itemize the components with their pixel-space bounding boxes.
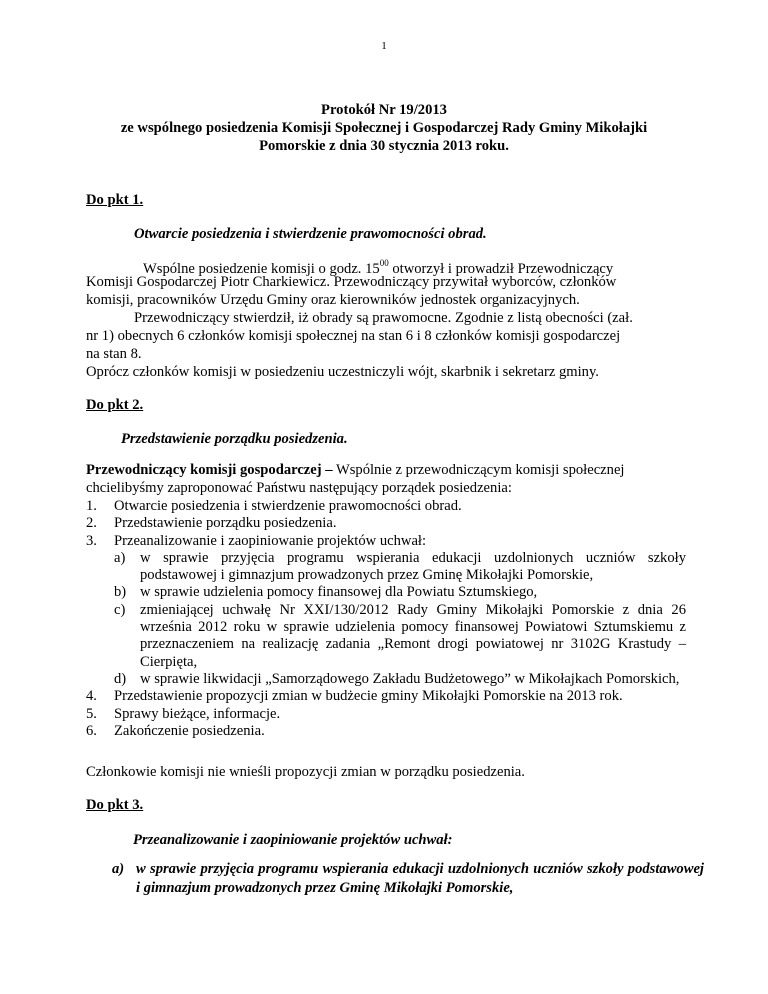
pkt1-paragraph-2-line-3: na stan 8. [86, 346, 142, 362]
agenda-item: 2. Przedstawienie porządku posiedzenia. [86, 515, 337, 532]
pkt1-paragraph-2-line-2: nr 1) obecnych 6 członków komisji społecznej na stan 6 i 8 członków komisji gospodarczej [86, 328, 621, 344]
pkt1-paragraph-2-line-1: Przewodniczący stwierdził, iż obrady są prawomocne. Zgodnie z listą obecności (zał. [134, 310, 633, 326]
pkt1-paragraph-1-line-3: komisji, pracowników Urzędu Gminy oraz kierowników jednostek organizacyjnych. [86, 292, 580, 308]
agenda-list [86, 498, 686, 740]
agenda-sub-item: b) w sprawie udzielenia pomocy finansowej dla Powiatu Sztumskiego, [114, 584, 538, 601]
page-number: 1 [381, 40, 387, 52]
agenda-sub-list [114, 550, 686, 688]
agenda-item: 3. Przeanalizowanie i zaopiniowanie projektów uchwał: a) w sprawie przyjęcia programu wspierania edukacji uzdolnionych uczniów szkoły podstawowej i gimnazjum prowadzonych przez Gminę Mikołajki Pomorskie, b) w sprawie udzielenia pomocy finansowej dla Powiatu Sztumskiego, c) zmieniającej uchwałę Nr XXI/130/2012 Rady Gminy Mikołajki Pomorskie z dnia 26 września 2012 roku w sprawie udzielenia pomocy finansowej Powiatowi Sztumskiemu z przeznaczeniem na realizację zadania „Remont drogi powiatowej nr 3102G Krastudy – Cierpięta, d) w sprawie likwidacji „Samorządowego Zakładu Budżetowego” w Mikołajkach Pomorskich, [86, 532, 686, 687]
agenda-item: 1. Otwarcie posiedzenia i stwierdzenie prawomocności obrad. [86, 498, 462, 514]
agenda-item: 6. Zakończenie posiedzenia. [86, 722, 265, 739]
section-heading-pkt1: Do pkt 1. [86, 192, 144, 208]
agenda-item: 4. Przedstawienie propozycji zmian w budżecie gminy Mikołajki Pomorskie na 2013 rok. [86, 688, 623, 705]
speaker-name: Przewodniczący komisji gospodarczej – [86, 462, 333, 478]
pkt1-paragraph-1-line-2: Komisji Gospodarczej Piotr Charkiewicz. Przewodniczący przywitał wyborców, członków [86, 274, 617, 290]
pkt1-paragraph-3: Oprócz członków komisji w posiedzeniu uczestniczyli wójt, skarbnik i sekretarz gminy. [86, 364, 599, 380]
agenda-sub-item: d) w sprawie likwidacji „Samorządowego Zakładu Budżetowego” w Mikołajkach Pomorskich, [114, 670, 680, 687]
pkt2-closing: Członkowie komisji nie wnieśli propozycji zmian w porządku posiedzenia. [86, 764, 525, 780]
section-subheading-pkt3: Przeanalizowanie i zaopiniowanie projektów uchwał: [133, 832, 453, 848]
section-heading-pkt2: Do pkt 2. [86, 397, 144, 413]
title-line-1: Protokół Nr 19/2013 [321, 102, 447, 118]
section-subheading-pkt2: Przedstawienie porządku posiedzenia. [121, 431, 348, 447]
title-line-3: Pomorskie z dnia 30 stycznia 2013 roku. [259, 138, 509, 154]
pkt2-speech-line-1: Przewodniczący komisji gospodarczej – Wspólnie z przewodniczącym komisji społecznej [86, 462, 625, 478]
agenda-sub-item: a) w sprawie przyjęcia programu wspierania edukacji uzdolnionych uczniów szkoły podstawowej i gimnazjum prowadzonych przez Gminę Mikołajki Pomorskie, [114, 549, 686, 584]
pkt2-speech-line-2: chcielibyśmy zaproponować Państwu następujący porządek posiedzenia: [86, 480, 512, 496]
agenda-item: 5. Sprawy bieżące, informacje. [86, 705, 281, 722]
section-subheading-pkt1: Otwarcie posiedzenia i stwierdzenie prawomocności obrad. [134, 226, 487, 242]
title-line-2: ze wspólnego posiedzenia Komisji Społecznej i Gospodarczej Rady Gminy Mikołajki [120, 120, 648, 136]
agenda-sub-item: c) zmieniającej uchwałę Nr XXI/130/2012 Rady Gminy Mikołajki Pomorskie z dnia 26 września 2012 roku w sprawie udzielenia pomocy finansowej Powiatowi Sztumskiemu z przeznaczeniem na realizację zadania „Remont drogi powiatowej nr 3102G Krastudy – Cierpięta, [114, 601, 686, 670]
time-superscript: 00 [379, 258, 389, 268]
pkt1-paragraph-1-line-1: Wspólne posiedzenie komisji o godz. $15^{00}$ otworzył i prowadził Przewodniczący [143, 258, 614, 277]
document-title [60, 101, 708, 155]
section-heading-pkt3: Do pkt 3. [86, 797, 144, 813]
pkt3-item-a: a) w sprawie przyjęcia programu wspierania edukacji uzdolnionych uczniów szkoły podstawowej i gimnazjum prowadzonych przez Gminę Mikołajki Pomorskie, [112, 861, 704, 896]
